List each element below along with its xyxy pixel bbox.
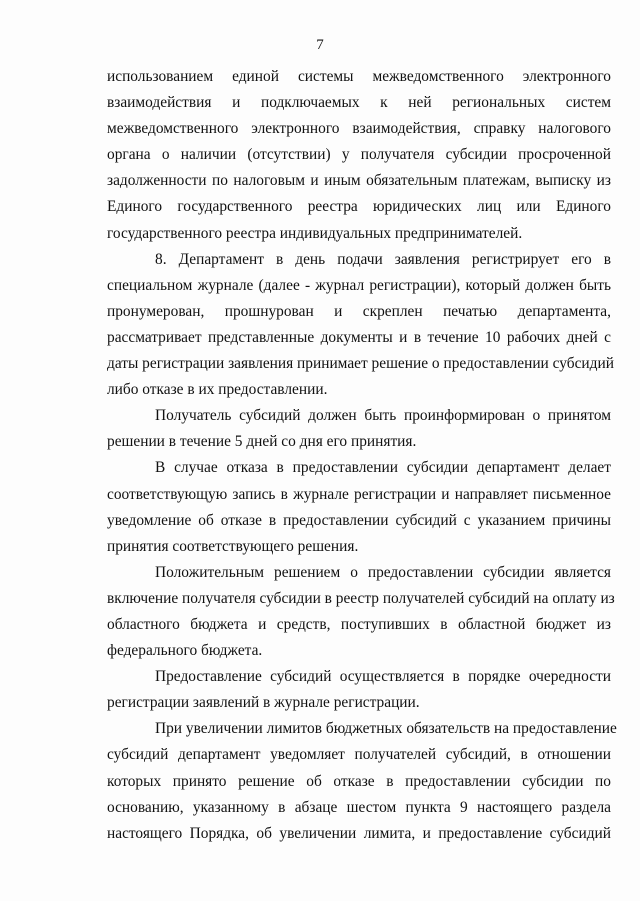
text-line: регистрации заявлений в журнале регистрации. xyxy=(107,694,420,712)
text-line: решении в течение 5 дней со дня его принятия. xyxy=(107,433,417,451)
text-line: федерального бюджета. xyxy=(107,642,263,660)
text-line: либо отказе в их предоставлении. xyxy=(107,381,328,399)
text-line: областного бюджета и средств, поступивших в областной бюджет из xyxy=(107,615,611,633)
text-line: государственного реестра индивидуальных предпринимателей. xyxy=(107,224,523,242)
text-line: Единого государственного реестра юридических лиц или Единого xyxy=(107,198,611,216)
paragraph xyxy=(107,455,611,559)
text-line: пронумерован, прошнурован и скреплен печатью департамента, xyxy=(107,302,611,320)
paragraph xyxy=(107,64,611,247)
text-line: При увеличении лимитов бюджетных обязательств на предоставление xyxy=(155,720,617,738)
text-line: межведомственного электронного взаимодействия, справку налогового xyxy=(107,120,611,138)
text-line: соответствующую запись в журнале регистрации и направляет письменное xyxy=(107,485,611,503)
text-line: органа о наличии (отсутствии) у получателя субсидии просроченной xyxy=(107,146,611,164)
text-line: основанию, указанному в абзаце шестом пункта 9 настоящего раздела xyxy=(107,798,611,816)
paragraph xyxy=(107,716,617,846)
page-number: 7 xyxy=(316,37,324,53)
text-line: специальном журнале (далее - журнал регистрации), который должен быть xyxy=(107,276,611,294)
text-line: Получатель субсидий должен быть проинформирован о принятом xyxy=(155,407,611,425)
paragraph xyxy=(107,664,611,716)
text-line: принятия соответствующего решения. xyxy=(107,537,359,555)
paragraph xyxy=(107,247,614,404)
text-line: Положительным решением о предоставлении субсидии является xyxy=(155,563,611,581)
document-body xyxy=(107,64,617,847)
text-line: Предоставление субсидий осуществляется в порядке очередности xyxy=(155,668,611,686)
text-line: субсидий департамент уведомляет получателей субсидий, в отношении xyxy=(107,746,611,764)
text-line: включение получателя субсидии в реестр получателей субсидий на оплату из xyxy=(107,589,615,607)
text-line: уведомление об отказе в предоставлении субсидий с указанием причины xyxy=(107,511,611,529)
text-line: даты регистрации заявления принимает решение о предоставлении субсидий xyxy=(107,355,614,373)
text-line: взаимодействия и подключаемых к ней региональных систем xyxy=(107,94,611,112)
text-line: рассматривает представленные документы и в течение 10 рабочих дней с xyxy=(107,328,611,346)
text-line: настоящего Порядка, об увеличении лимита, и предоставление субсидий xyxy=(107,824,611,842)
text-line: использованием единой системы межведомственного электронного xyxy=(107,68,611,85)
text-line: В случае отказа в предоставлении субсидии департамент делает xyxy=(155,459,611,477)
text-line: 8. Департамент в день подачи заявления регистрирует его в xyxy=(155,250,611,268)
text-line: которых принято решение об отказе в предоставлении субсидии по xyxy=(107,772,611,790)
text-line: задолженности по налоговым и иным обязательным платежам, выписку из xyxy=(107,172,611,190)
paragraph xyxy=(107,403,611,455)
paragraph xyxy=(107,560,615,664)
